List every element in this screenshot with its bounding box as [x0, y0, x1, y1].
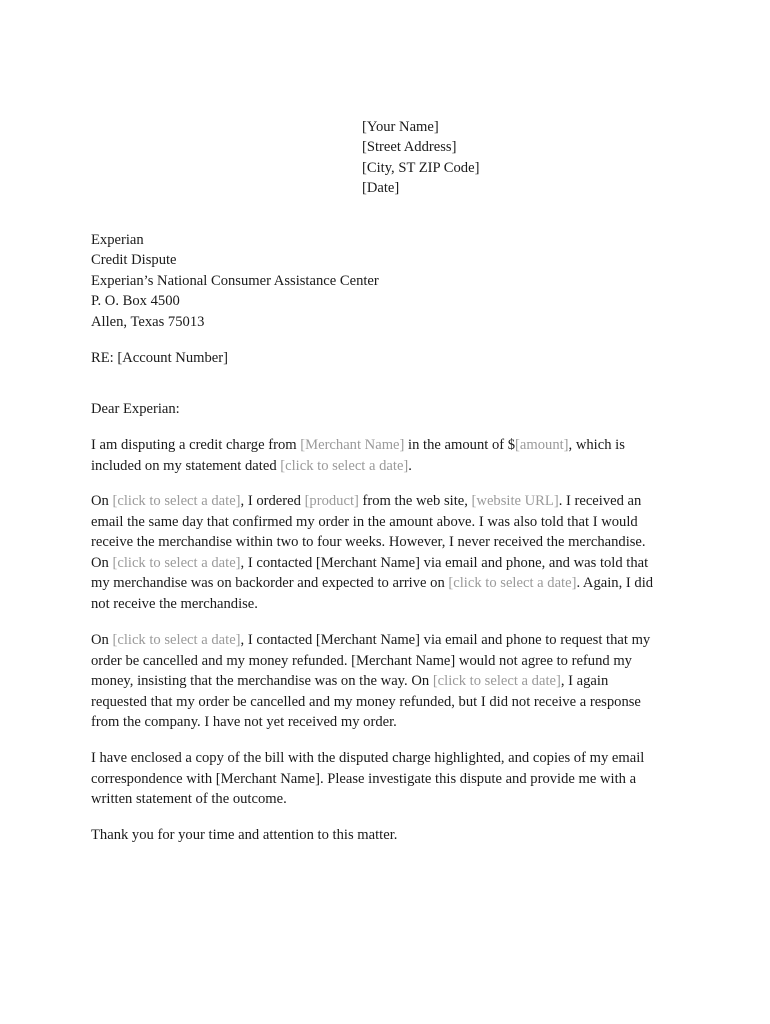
- refund-request-date-picker[interactable]: [click to select a date]: [112, 632, 241, 648]
- recipient-line-1: Experian: [91, 232, 144, 248]
- recipient-line-4: P. O. Box 4500: [91, 293, 180, 310]
- reference-line: RE: [Account Number]: [91, 350, 228, 366]
- text: my merchandise was on backorder and expected to arrive on: [91, 575, 449, 592]
- text: On: [91, 554, 113, 571]
- paragraph-line: email the same day that confirmed my order in the amount above. I was also told that I would: [91, 513, 638, 530]
- sender-city: [City, ST ZIP Code]: [362, 159, 480, 176]
- paragraph-line: I have enclosed a copy of the bill with the disputed charge highlighted, and copies of my email: [91, 750, 645, 766]
- text: , I contacted [Merchant Name] via email and phone to request that my: [240, 632, 651, 648]
- website-url-field[interactable]: [website URL]: [471, 493, 559, 509]
- paragraph-line: [91, 553, 681, 574]
- paragraph-line: receive the merchandise within two to four weeks. However, I never received the merchandise.: [91, 534, 646, 551]
- paragraph-4: [91, 748, 681, 810]
- sender-address-block: [362, 117, 479, 199]
- contact-date-picker[interactable]: [click to select a date]: [112, 554, 241, 571]
- text: .: [408, 457, 412, 474]
- paragraph-line: from the company. I have not yet received my order.: [91, 714, 397, 731]
- paragraph-line: not receive the merchandise.: [91, 595, 258, 612]
- text: . Again, I did: [576, 575, 654, 592]
- recipient-line-2: Credit Dispute: [91, 252, 177, 269]
- paragraph-line: correspondence with [Merchant Name]. Please investigate this dispute and provide me with a: [91, 770, 637, 787]
- recipient-address-block: [91, 230, 379, 332]
- salutation: Dear Experian:: [91, 401, 180, 417]
- sender-street: [Street Address]: [362, 139, 457, 156]
- text: included on my statement dated: [91, 457, 281, 474]
- text: On: [91, 632, 113, 648]
- product-field[interactable]: [product]: [304, 493, 359, 509]
- recipient-line-3: Experian’s National Consumer Assistance Center: [91, 272, 379, 289]
- text: , I ordered: [240, 493, 305, 509]
- paragraph-1: [91, 435, 681, 476]
- text: On: [91, 493, 113, 509]
- text: , I contacted [Merchant Name] via email and phone, and was told that: [240, 554, 649, 571]
- paragraph-5: [91, 825, 681, 846]
- second-request-date-picker[interactable]: [click to select a date]: [432, 673, 561, 690]
- text: money, insisting that the merchandise was on the way. On: [91, 673, 433, 690]
- paragraph-line: [91, 491, 681, 512]
- amount-field[interactable]: [amount]: [515, 437, 569, 453]
- text: from the web site,: [358, 493, 472, 509]
- sender-date: [Date]: [362, 180, 400, 197]
- text: in the amount of $: [404, 437, 516, 453]
- arrival-date-picker[interactable]: [click to select a date]: [448, 575, 577, 592]
- paragraph-line: [91, 573, 681, 594]
- merchant-name-field[interactable]: [Merchant Name]: [300, 437, 405, 453]
- paragraph-line: order be cancelled and my money refunded. [Merchant Name] would not agree to refund my: [91, 652, 632, 669]
- text: I am disputing a credit charge from: [91, 437, 301, 453]
- paragraph-line: written statement of the outcome.: [91, 791, 287, 808]
- text: . I received an: [558, 493, 642, 509]
- paragraph-line: Thank you for your time and attention to this matter.: [91, 827, 398, 843]
- paragraph-line: requested that my order be cancelled and my money refunded, but I did not receive a response: [91, 693, 641, 710]
- order-date-picker[interactable]: [click to select a date]: [112, 493, 241, 509]
- text: , which is: [568, 437, 625, 453]
- paragraph-line: [91, 456, 681, 477]
- paragraph-line: [91, 630, 681, 651]
- text: , I again: [560, 673, 609, 690]
- paragraph-line: [91, 671, 681, 692]
- statement-date-picker[interactable]: [click to select a date]: [280, 457, 409, 474]
- paragraph-2: [91, 491, 681, 615]
- sender-name: [Your Name]: [362, 119, 439, 135]
- paragraph-3: [91, 630, 681, 733]
- recipient-line-5: Allen, Texas 75013: [91, 313, 205, 330]
- paragraph-line: [91, 435, 681, 456]
